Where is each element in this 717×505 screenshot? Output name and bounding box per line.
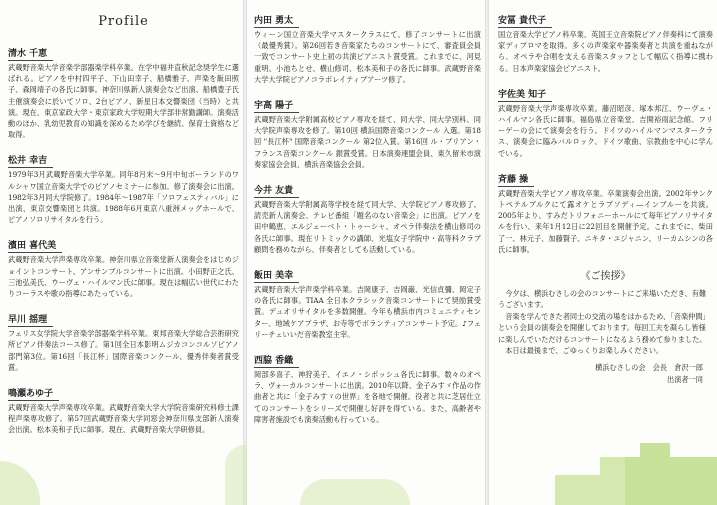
column-divider [485,0,489,505]
greeting-body [498,288,713,356]
performer-entry [8,381,239,436]
performer-entry [254,348,481,425]
performer-name: 清水 千恵 [8,49,53,61]
greeting-signature [498,362,713,385]
greeting-paragraph: 音楽を学んできた者同士の交流の場をはかるため、「音楽仲間」という会員の演奏会を開催しております。毎回工夫を凝らし皆様に楽しんでいただけるコンサートになるよう務めて参りました。 [498,311,710,344]
profile-column-3 [490,0,717,505]
performer-name: 安冨 貴代子 [498,16,552,28]
performer-entry [498,167,713,255]
signature-organizer: 横浜むさしの会 会長 倉沢一郎 [595,363,703,373]
profile-column-2 [248,0,485,505]
decorative-building [555,475,625,505]
performer-bio: 武蔵野音楽大学附属高校ピアノ専攻を経て、同大学、同大学別科、同大学院声楽専攻を修了。第10回 横浜国際音楽コンクール 入選。第18回 "長江杯" 国際音楽コンクール 第2位入賞。第16回 ル・ブリアン・フランス音楽コンクール 銀賞受賞。日本演奏連盟会員、東久留米市演奏家協会会員、横浜音楽協会会員。 [254,115,481,169]
decorative-building [640,443,670,457]
profile-column-1 [0,0,243,505]
performer-bio: 武蔵野音楽大学附属高等学校を経て同大学、大学院ピアノ専攻修了。読売新人演奏会、テレビ番組「題名のない音楽会」に出演。ピアノを田中鶴恵、エルジェーベト・トゥーシャ、オペラ伴奏法を横山修司の各氏に師事。現在リトミックの講師、光塩女子学院中・高等科クラブ顧問を務めながら、伴奏者としても活動している。 [254,200,481,254]
performer-name: 宇佐美 知子 [498,90,552,102]
performer-name: 飯田 美幸 [254,271,299,283]
performer-entry [8,148,239,225]
performer-entry [8,233,239,299]
greeting-paragraph: 本日は最後まで、ごゆっくりお楽しみください。 [505,346,664,356]
performer-bio: 武蔵野音楽大学音楽学部器楽学科卒業。在学中福井直秋記念奨学生に選ばれる。ピアノを中村四平子、下山田幸子、船橋雅子、声楽を飯田照子、森岡靖子の各氏に師事。神奈川県新人演奏会など出演、船橋豊子氏主催演奏会に於いてソロ、2台ピアノ、新星日本交響楽団（当時）と共演。現在、東京家政大学・東京家政大学短期大学部非常勤講師。演奏活動のほか、乳幼児教育の知識を深めるため学びを継続、保育士資格など取得。 [8,63,239,140]
performer-bio: 武蔵野音楽大学声楽専攻卒業。武蔵野音楽大学大学院音楽研究科修士課程声楽専攻修了。第57回武蔵野音楽大学同窓会神奈川県支部新人演奏会出演。松本美和子氏に師事。現在、武蔵野音楽大学研修員。 [8,403,239,435]
performer-name: 斉藤 操 [498,175,534,187]
performer-bio: 武蔵野音楽大学ピアノ専攻卒業。卒業演奏会出演。2002年サンクトペテルブルクにて露オケとラプソディ―インブルーを共演。2005年より、すみだトリフォニーホールにて毎年ピアノリサイタルを行い、来年1月12日に22回目を開催予定。これまでに、柴田了一、林元子、加藤賢子、ニキタ・ユジャニン、リーカムシンの各氏に師事。 [498,188,713,254]
decorative-leaf [225,445,247,505]
performer-entry [8,41,239,140]
performer-bio: フェリス女学院大学音楽学部器楽学科卒業。東邦音楽大学総合芸術研究所ピアノ伴奏法コース修了。第1回全日本影明ムジカコンコルソピアノ部門第3位。第16回「長江杯」国際音楽コンクール、優秀伴奏者賞受賞。 [8,329,239,372]
performer-entry [254,8,481,85]
greeting-paragraph: 今夕は、横浜むさしの会のコンサートにご来場いただき、有難うございます。 [498,289,707,310]
greeting-title: 《ご挨拶》 [580,271,631,283]
performer-name: 鳴瀬あゆ子 [8,389,59,401]
decorative-building [600,457,625,475]
performer-entry [254,93,481,170]
performer-entry [254,263,481,340]
decorative-building [625,457,717,505]
performer-bio: ウィーン国立音楽大学マスタークラスにて、修了コンサートに出演（最優秀賞）。第26回若き音楽家たちのコンサートにて、審査員会員一致でコンサート史上初の共演ピアニスト賞受賞。これまでに、河見重明、小池ちとせ、横山修司、松本美和子の各氏に師事。武蔵野音楽大学大学院ピアノコラボレイティブアーツ修了。 [254,30,481,84]
performer-name: 西脇 香織 [254,356,299,368]
decorative-hill [300,479,410,505]
performer-name: 内田 勇太 [254,16,299,28]
performer-name: 宇高 陽子 [254,101,299,113]
performer-bio: 国立音楽大学ピアノ科卒業、英国王立音楽院ピアノ伴奏科にて演奏家ディプロマを取得。多くの声楽家や器楽奏者と共演を重ねながら、オペラや合唱を支える音楽スタッフとして幅広く指導に携わる。日本声楽家協会ピアニスト。 [498,30,713,73]
profile-title: Profile [98,14,149,29]
performer-bio: 岡部多喜子、神狩美子、イエノ・シポッシュ各氏に師事。数々のオペラ、ヴォーカルコンサートに出演。2010年以降、金子みすゞ作品の作曲者と共に「金子みすゞの世界」を各地で開催。役者と共に芝居仕立てのコンサートをシリーズで開催し好評を得ている。また、高齢者や障害者施設でも演奏活動も行っている。 [254,370,481,424]
performer-bio: 武蔵野音楽大学声楽専攻卒業。神奈川県立音楽堂新人演奏会をはじめジョイントコンサート、アンサンブルコンサートに出演。小田野正之氏、三池弘美氏、ウーヴェ・ハイルマン氏に師事。現在は幅広い世代にわたりコーラスや歌の指導にあたっている。 [8,255,239,299]
column-divider [243,0,247,505]
performer-name: 早川 揺理 [8,315,53,327]
performer-entry [498,82,713,159]
performer-entry [498,8,713,74]
performer-bio: 武蔵野音楽大学声楽学科卒業。吉岡康子、吉岡巌、光信貞彌、岡定子の各氏に師事。TIAA 全日本クラシック音楽コンサートにて奨励賞受賞。デュオリサイタルを多数開催。今年も横浜市内コミュニティセンター、地域ケアプラザ、お寺等でボランティアコンサート予定。♪フェリーチェいいだ音楽教室主宰。 [254,285,481,339]
signature-performers: 出演者一同 [667,374,703,384]
performer-bio: 武蔵野音楽大学声楽専攻卒業。藤沼昭彦、塚本邦江、ウーヴェ・ハイルマン各氏に師事。福島県立音楽堂、吉開裕雨記念館、フリーゲーの会にて演奏会を行う。ドイツのハイルマンマスタークラス、演奏会に臨みバルロック、ドイツ歌曲、宗教曲を中心に学んでいる。 [498,103,713,158]
performer-name: 今井 友貴 [254,186,299,198]
performer-entry [254,178,481,255]
performer-name: 松井 幸吉 [8,156,53,168]
performer-bio: 1979年3月武蔵野音楽大学卒業。同年8月末～9月中旬ボーランドのワルシャワ国立音楽大学でのピアノセミナーに参加。修了演奏会に出演。1982年3月同大学院修了。1984年～1987年「ソロフェスティバル」に出演、東京交響楽団と共演。1988年6月東京八重洲メッグホールで、ピアノソロリサイタルを行う。 [8,170,239,225]
performer-entry [8,307,239,373]
performer-name: 濱田 喜代美 [8,241,62,253]
